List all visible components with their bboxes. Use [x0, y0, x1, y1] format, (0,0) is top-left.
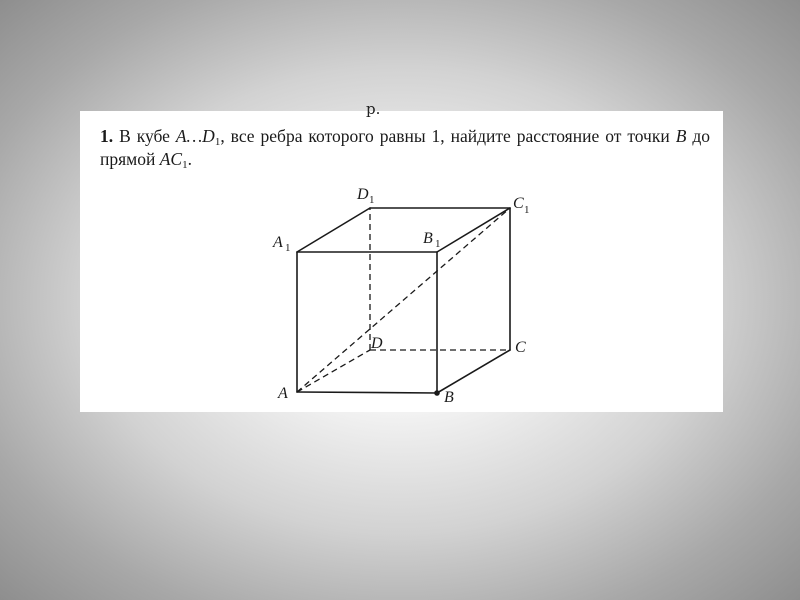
vertex-d1-name: D — [357, 186, 369, 203]
problem-card — [80, 100, 723, 412]
edge-a-b — [297, 392, 437, 393]
edge-a-d-hidden — [297, 350, 370, 392]
vertex-c1-name: C — [513, 195, 524, 212]
edge-b-c — [437, 350, 510, 393]
edge-b1-c1 — [437, 208, 510, 252]
problem-text-part: , все ребра которого равны 1, найдите расстояние от точки — [220, 126, 676, 146]
point-name: B — [675, 126, 687, 146]
problem-text-part: В кубе — [113, 126, 176, 146]
vertex-label-a1 — [272, 234, 291, 254]
vertex-label-a — [277, 385, 288, 402]
vertex-b1-subscript: 1 — [435, 238, 441, 250]
vertex-d1-subscript: 1 — [369, 194, 375, 206]
cropped-header-fragment: р. — [366, 100, 381, 118]
vertex-a1-name: A — [273, 234, 283, 251]
vertex-a-name: A — [278, 385, 288, 402]
vertex-c-name: C — [515, 339, 526, 356]
vertex-label-b1 — [423, 230, 441, 250]
vertex-c1-subscript: 1 — [524, 204, 530, 216]
point-b-marker — [434, 390, 440, 396]
line-name: AC — [159, 149, 183, 169]
diagonal-a-c1 — [297, 208, 510, 392]
problem-number: 1. — [100, 126, 114, 146]
vertex-label-c — [515, 339, 526, 356]
vertex-b1-name: B — [423, 230, 433, 247]
vertex-d-name: D — [371, 335, 383, 352]
vertex-label-d — [370, 335, 383, 352]
vertex-b-name: B — [444, 389, 454, 406]
cube-name-subscript: 1 — [214, 136, 221, 148]
vertex-label-d1 — [356, 186, 375, 206]
vertex-label-c1 — [513, 195, 530, 216]
problem-text-part: . — [187, 149, 192, 169]
vertex-a1-subscript: 1 — [285, 242, 291, 254]
cube-diagram — [80, 111, 723, 412]
edge-d1-a1 — [297, 208, 370, 252]
problem-text-part: до прямой — [100, 126, 711, 169]
cube-name: A…D — [175, 126, 215, 146]
vertex-label-b — [444, 389, 454, 406]
line-name-subscript: 1 — [182, 159, 188, 171]
